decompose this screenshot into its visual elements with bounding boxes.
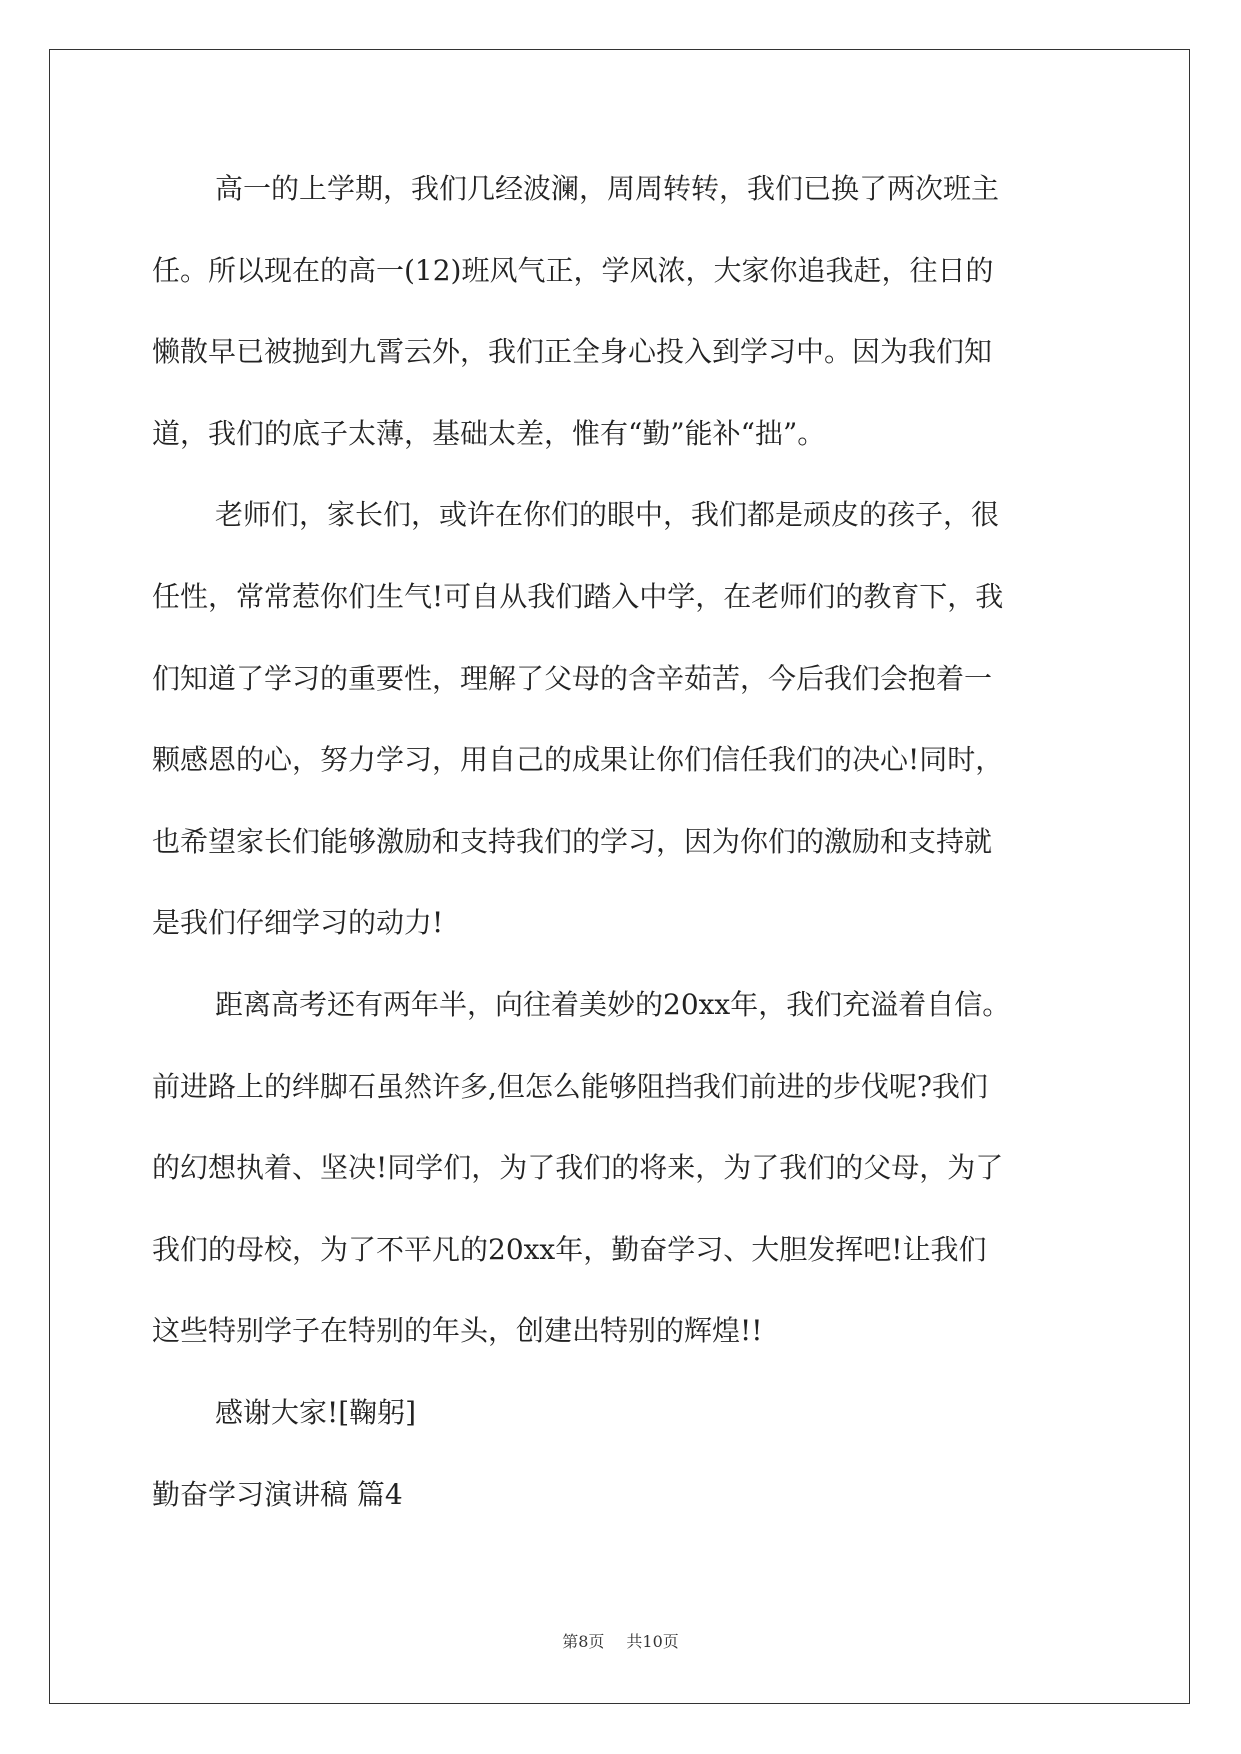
section-heading: 勤奋学习演讲稿 篇4 xyxy=(152,1477,403,1511)
page-number: 第8页 xyxy=(562,1632,605,1651)
text-line: 感谢大家![鞠躬] xyxy=(215,1395,417,1429)
text-line: 的幻想执着、坚决!同学们，为了我们的将来，为了我们的父母，为了 xyxy=(152,1151,1004,1185)
text-line: 颗感恩的心，努力学习，用自己的成果让你们信任我们的决心!同时， xyxy=(152,743,1004,777)
text-line: 任。所以现在的高一(12)班风气正，学风浓，大家你追我赶，往日的 xyxy=(152,253,994,287)
text-line: 也希望家长们能够激励和支持我们的学习，因为你们的激励和支持就 xyxy=(152,824,993,858)
text-line: 前进路上的绊脚石虽然许多,但怎么能够阻挡我们前进的步伐呢?我们 xyxy=(152,1069,988,1103)
text-line: 高一的上学期，我们几经波澜，周周转转，我们已换了两次班主 xyxy=(215,172,1000,205)
paragraph-2 xyxy=(152,484,1090,974)
paragraph-4 xyxy=(152,1382,1090,1464)
document-body xyxy=(152,158,1090,1545)
page-footer xyxy=(0,1629,1241,1652)
text-line: 道，我们的底子太薄，基础太差，惟有“勤”能补“拙”。 xyxy=(152,416,826,450)
paragraph-3 xyxy=(152,974,1090,1382)
text-line: 距离高考还有两年半，向往着美妙的20xx年，我们充溢着自信。 xyxy=(215,987,1011,1021)
text-line: 任性，常常惹你们生气!可自从我们踏入中学，在老师们的教育下，我 xyxy=(152,579,1004,613)
text-line: 我们的母校，为了不平凡的20xx年，勤奋学习、大胆发挥吧!让我们 xyxy=(152,1232,987,1266)
text-line: 们知道了学习的重要性，理解了父母的含辛茹苦，今后我们会抱着一 xyxy=(152,661,993,695)
page-total: 共10页 xyxy=(626,1632,679,1651)
paragraph-1 xyxy=(152,158,1090,484)
text-line: 懒散早已被抛到九霄云外，我们正全身心投入到学习中。因为我们知 xyxy=(152,335,993,369)
text-line: 这些特别学子在特别的年头，创建出特别的辉煌!! xyxy=(152,1314,763,1348)
text-line: 是我们仔细学习的动力! xyxy=(152,906,444,940)
text-line: 老师们，家长们，或许在你们的眼中，我们都是顽皮的孩子，很 xyxy=(215,498,1000,532)
